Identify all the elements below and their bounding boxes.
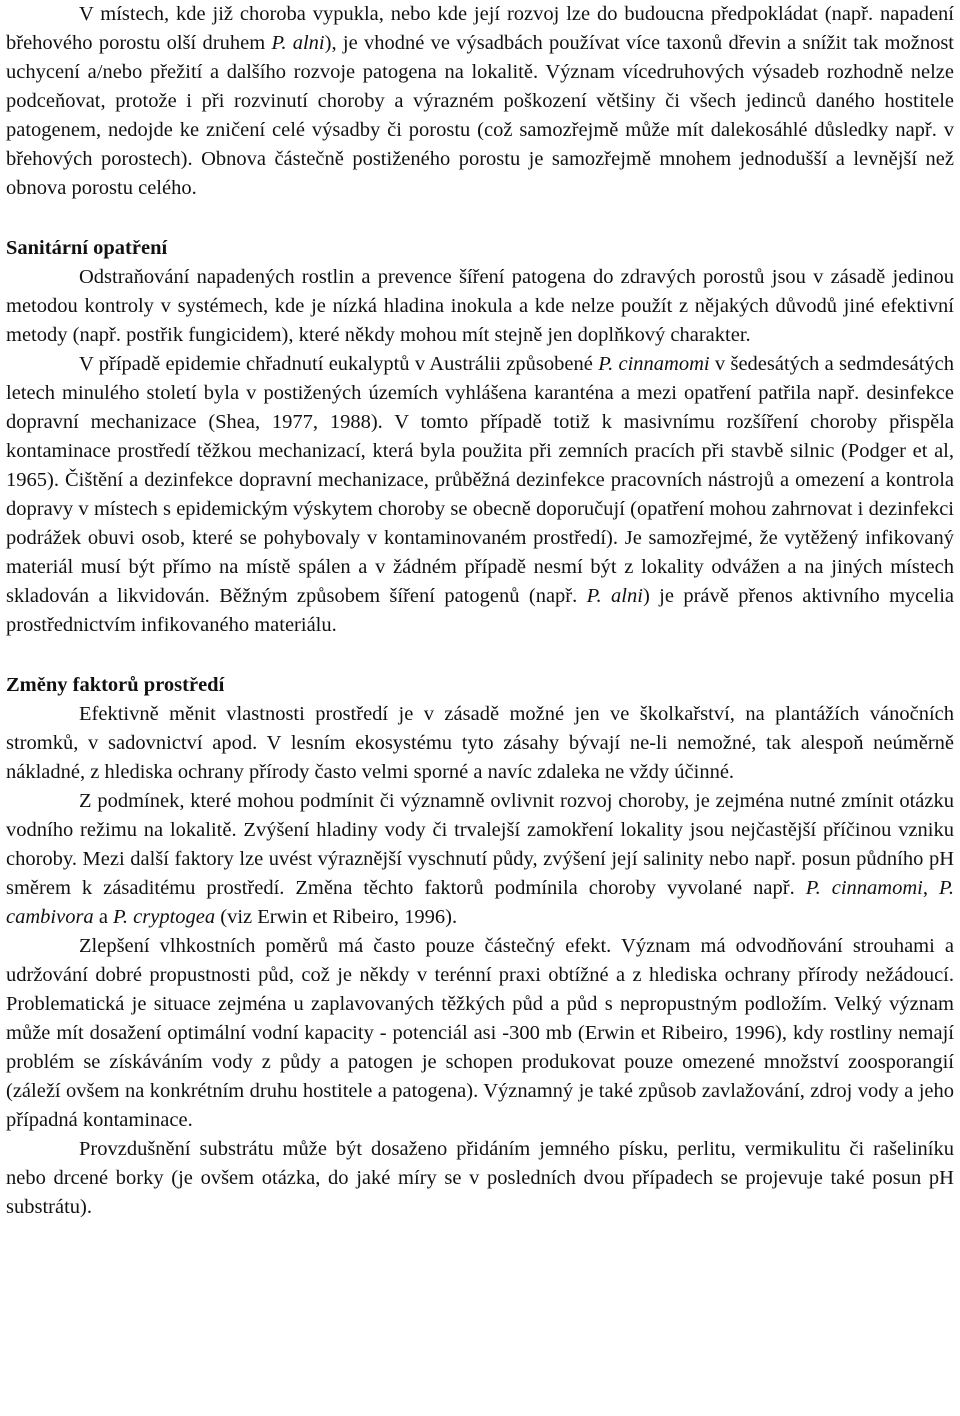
paragraph-moisture-improvement	[6, 932, 954, 1135]
text-run: Provzdušnění substrátu může být dosaženo přidáním jemného písku, perlitu, vermikulitu či rašeliníku nebo drcené borky (je ovšem otázka, do jaké míry se v posledních dvou případech se projevuje také posun pH substrátu).	[6, 1138, 954, 1218]
species-name-text: P. cryptogea	[113, 906, 216, 928]
text-run: V případě epidemie chřadnutí eukalyptů v Austrálii způsobené	[79, 353, 599, 375]
species-name-text: P. cinnamomi	[598, 353, 710, 375]
species-name-text: P. alni	[271, 32, 325, 54]
text-run: Zlepšení vlhkostních poměrů má často pouze částečný efekt. Význam má odvodňování strouhami a udržování dobré propustnosti půd, což je někdy v terénní praxi obtížné a z hlediska ochrany přírody nežádoucí. Problematická je situace zejména u zaplavovaných těžkých půd a půd s nepropustným podložím. Velký význam může mít dosažení optimální vodní kapacity - potenciál asi -300 mb (Erwin et Ribeiro, 1996), kdy rostliny nemají problém se získáváním vody z půdy a patogen je schopen produkovat pouze omezené množství zoosporangií (záleží ovšem na konkrétním druhu hostitele a patogena). Významný je také způsob zavlažování, zdroj vody a jeho případná kontaminace.	[6, 935, 954, 1131]
species-name-text: P. cinnamomi	[805, 877, 923, 899]
species-name-text: P. cambivora	[6, 877, 954, 928]
text-run: (viz Erwin et Ribeiro, 1996).	[215, 906, 458, 928]
paragraph-effective-changes	[6, 700, 954, 787]
paragraph-water-regime	[6, 787, 954, 932]
text-run: ) je právě přenos aktivního mycelia prostřednictvím infikovaného materiálu.	[6, 585, 954, 636]
paragraph-species-diversity	[6, 0, 954, 203]
heading-environment-changes: Změny faktorů prostředí	[6, 674, 225, 696]
heading-sanitary-measures: Sanitární opatření	[6, 237, 168, 259]
text-run: ), je vhodné ve výsadbách používat více taxonů dřevin a snížit tak možnost uchycení a/nebo přežití a dalšího rozvoje patogena na lokalitě. Význam vícedruhových výsadeb rozhodně nelze podceňovat, protože i při rozvinutí choroby a výrazném poškození většiny či všech jedinců daného hostitele patogenem, nedojde ke zničení celé výsadby či porostu (což samozřejmě může mít dalekosáhlé důsledky např. v břehových porostech). Obnova částečně postiženého porostu je samozřejmě mnohem jednodušší a levnější než obnova porostu celého.	[6, 32, 955, 199]
text-run: Z podmínek, které mohou podmínit či významně ovlivnit rozvoj choroby, je zejména nutné zmínit otázku vodního režimu na lokalitě. Zvýšení hladiny vody či trvalejší zamokření lokality jsou nejčastější příčinou vzniku choroby. Mezi další faktory lze uvést výraznější vyschnutí půdy, zvýšení její salinity nebo např. posun půdního pH směrem k zásaditému prostředí. Změna těchto faktorů podmínila choroby vyvolané např.	[6, 790, 954, 899]
text-run: a	[93, 906, 114, 928]
text-run: Odstraňování napadených rostlin a prevence šíření patogena do zdravých porostů jsou v zásadě jedinou metodou kontroly v systémech, kde je nízká hladina inokula a kde nelze použít z nějakých důvodů jiné efektivní metody (např. postřik fungicidem), které někdy mohou mít stejně jen doplňkový charakter.	[6, 266, 954, 346]
paragraph-removal-of-infected-plants	[6, 263, 954, 350]
text-run: ,	[922, 877, 939, 899]
paragraph-substrate-aeration	[6, 1135, 954, 1222]
text-run: Efektivně měnit vlastnosti prostředí je v zásadě možné jen ve školkařství, na plantážích vánočních stromků, v sadovnictví apod. V lesním ekosystému tyto zásahy bývají ne-li nemožné, tak alespoň neúměrně nákladné, z hlediska ochrany přírody často velmi sporné a navíc zdaleka ne vždy účinné.	[6, 703, 954, 783]
species-name-text: P. alni	[586, 585, 643, 607]
text-run: V místech, kde již choroba vypukla, nebo kde její rozvoj lze do budoucna předpokládat (např. napadení břehového porostu olší druhem	[6, 3, 954, 54]
paragraph-eucalyptus-epidemic	[6, 350, 954, 640]
text-run: v šedesátých a sedmdesátých letech minulého století byla v postižených územích vyhlášena karanténa a mezi opatření patřila např. desinfekce dopravní mechanizace (Shea, 1977, 1988). V tomto případě totiž k masivnímu rozšíření choroby přispěla kontaminace prostředí těžkou mechanizací, která byla použita při zemních pracích při stavbě silnic (Podger et al, 1965). Čištění a dezinfekce dopravní mechanizace, průběžná dezinfekce pracovních nástrojů a omezení a kontrola dopravy v místech s epidemickým výskytem choroby se obecně doporučují (opatření mohou zahrnovat i dezinfekci podrážek obuvi osob, které se pohybovaly v kontaminovaném prostředí). Je samozřejmé, že vytěžený infikovaný materiál musí být přímo na místě spálen a v žádném případě nesmí být z lokality odvážen a na jiných místech skladován a likvidován. Běžným způsobem šíření patogenů (např.	[6, 353, 954, 607]
